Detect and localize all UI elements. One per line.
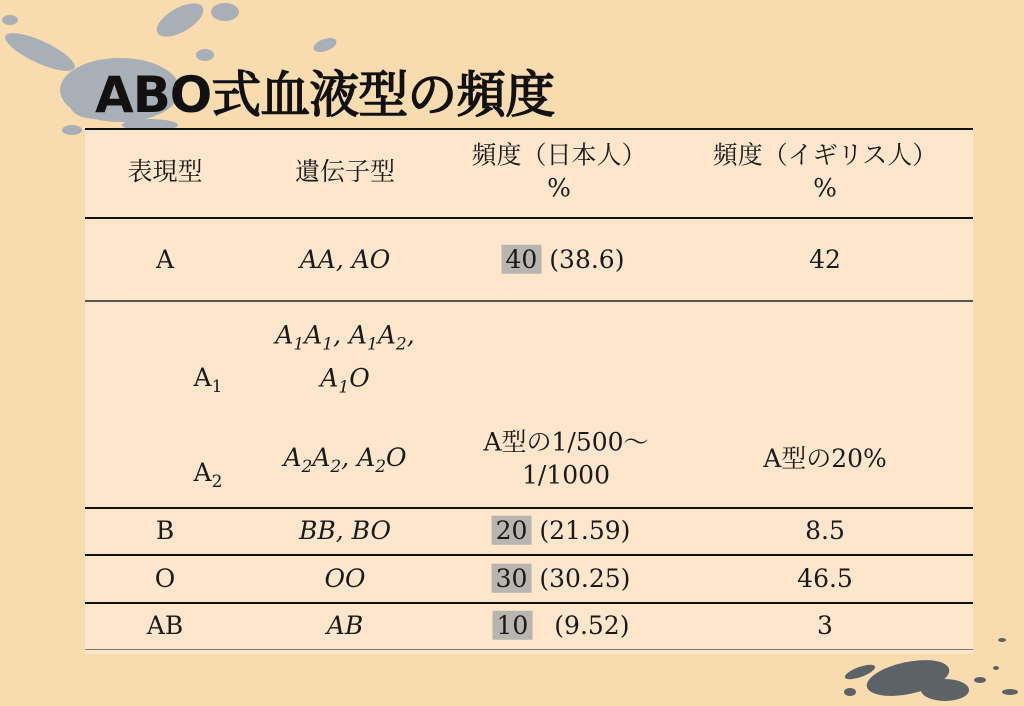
blood-type-frequency-table (85, 128, 973, 654)
row-a1-phenotype-letter: A (193, 362, 212, 392)
row-a2-frequency-japan-line2: 1/1000 (522, 460, 610, 489)
g2-s1: 1 (338, 377, 350, 397)
row-a1-phenotype-subscript: 1 (211, 376, 223, 397)
row-a1-genotype-line1 (275, 315, 414, 358)
header-frequency-uk-label: 頻度（イギリス人） (712, 140, 938, 170)
row-a1-genotype (275, 315, 414, 400)
g1-s2: 1 (322, 334, 334, 355)
row-ab-frequency-highlight: 10 (493, 611, 533, 640)
g1-c: , A (333, 320, 368, 350)
row-a1-genotype-line2 (275, 357, 414, 400)
row-o-genotype: OO (324, 563, 366, 593)
g1-a: A (275, 320, 294, 350)
header-frequency-uk-unit: % (813, 173, 837, 202)
g1-b: A (304, 320, 323, 350)
row-o-frequency-highlight: 30 (492, 564, 532, 593)
header-frequency-japan-unit: % (547, 173, 571, 202)
row-divider-a (85, 300, 973, 302)
row-a2-phenotype (194, 457, 223, 490)
g1-s3: 1 (367, 334, 378, 355)
g3-a: A (283, 442, 302, 472)
row-a2-phenotype-letter: A (193, 457, 212, 487)
row-a2-genotype (283, 442, 406, 475)
row-a2-phenotype-subscript: 2 (211, 471, 223, 492)
header-divider (85, 217, 973, 219)
row-a-frequency-uk: 42 (809, 244, 841, 274)
row-a2-frequency-japan-line1: A型の1/500～ (483, 427, 649, 457)
g1-s1: 1 (293, 334, 305, 355)
row-divider-b (85, 554, 973, 556)
row-a-frequency-japan (502, 244, 625, 277)
g1-d: A (377, 320, 396, 350)
row-ab-genotype: AB (326, 610, 364, 640)
row-ab-frequency-uk: 3 (817, 610, 833, 640)
row-o-frequency-japan (492, 563, 631, 596)
header-frequency-japan-label: 頻度（日本人） (471, 140, 647, 170)
row-b-phenotype: B (155, 515, 175, 545)
header-phenotype: 表現型 (127, 156, 203, 186)
table-bottom-border (85, 649, 973, 650)
row-divider-o (85, 602, 973, 604)
row-a2-frequency-japan (483, 427, 648, 492)
row-divider-a-subtypes (85, 507, 973, 509)
row-o-frequency-detail: (30.25) (539, 563, 631, 593)
row-b-frequency-japan (492, 515, 631, 548)
row-a-phenotype: A (155, 244, 175, 274)
row-a-frequency-detail: (38.6) (549, 244, 625, 274)
g2-a: A (320, 363, 339, 392)
g3-s2: 2 (330, 456, 342, 477)
row-b-frequency-uk: 8.5 (805, 515, 845, 545)
row-a-frequency-highlight: 40 (502, 245, 542, 274)
row-b-frequency-highlight: 20 (492, 516, 532, 545)
table-top-border (85, 128, 973, 130)
g1-e: , (406, 320, 415, 350)
g2-b: O (349, 363, 370, 392)
g1-s4: 2 (395, 334, 407, 355)
g3-s1: 2 (301, 456, 313, 477)
row-ab-phenotype: AB (146, 610, 184, 640)
g3-s3: 2 (375, 456, 387, 477)
row-b-genotype: BB, BO (299, 515, 391, 545)
header-frequency-japan (471, 140, 646, 205)
row-o-frequency-uk: 46.5 (797, 563, 853, 593)
slide-title: ABO式血液型の頻度 (95, 66, 555, 124)
row-ab-frequency-detail: (9.52) (554, 610, 630, 640)
g3-c: , A (341, 442, 376, 472)
row-a-genotype: AA, AO (299, 244, 391, 274)
row-a2-frequency-uk: A型の20% (763, 443, 887, 473)
g3-b: A (312, 442, 331, 472)
row-o-phenotype: O (154, 563, 176, 593)
row-a1-phenotype (194, 362, 223, 395)
row-ab-frequency-japan (493, 610, 630, 643)
g3-d: O (386, 442, 407, 472)
header-frequency-uk (713, 140, 938, 205)
row-b-frequency-detail: (21.59) (539, 515, 631, 545)
header-genotype: 遺伝子型 (294, 156, 396, 186)
